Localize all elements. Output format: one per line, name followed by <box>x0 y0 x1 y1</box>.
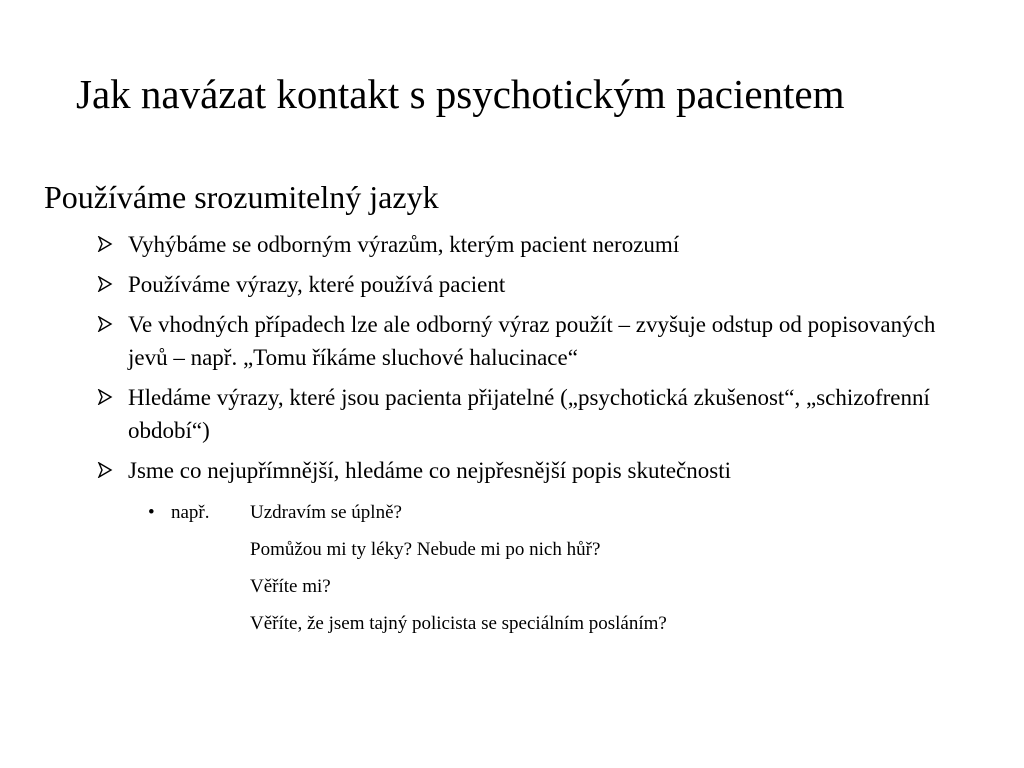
arrow-bullet-icon <box>97 276 113 292</box>
example-block <box>0 500 1024 648</box>
example-line: Věříte mi? <box>250 576 331 597</box>
example-line: Věříte, že jsem tajný policista se speciálním posláním? <box>250 613 667 634</box>
arrow-bullet-icon <box>97 316 113 332</box>
bullet-text: Jsme co nejupřímnější, hledáme co nejpřesnější popis skutečnosti <box>128 458 731 483</box>
example-row <box>0 537 1024 574</box>
bullet-list <box>0 228 1024 494</box>
bullet-item <box>0 308 978 374</box>
bullet-item <box>0 268 978 301</box>
arrow-bullet-icon <box>97 462 113 478</box>
example-row <box>0 574 1024 611</box>
example-line: Uzdravím se úplně? <box>250 502 402 523</box>
example-row <box>0 500 1024 537</box>
arrow-bullet-icon <box>97 389 113 405</box>
dot-bullet-icon: • <box>148 502 155 523</box>
arrow-bullet-icon <box>97 236 113 252</box>
bullet-item <box>0 454 978 487</box>
slide-title: Jak navázat kontakt s psychotickým pacientem <box>76 71 845 117</box>
bullet-item <box>0 381 978 447</box>
example-row <box>0 611 1024 648</box>
example-line: Pomůžou mi ty léky? Nebude mi po nich hůř? <box>250 539 601 560</box>
bullet-item <box>0 228 978 261</box>
bullet-text: Hledáme výrazy, které jsou pacienta přijatelné („psychotická zkušenost“, „schizofrenní období“) <box>128 385 930 443</box>
bullet-text: Vyhýbáme se odborným výrazům, kterým pacient nerozumí <box>128 232 680 257</box>
bullet-text: Ve vhodných případech lze ale odborný výraz použít – zvyšuje odstup od popisovaných jevů – např. „Tomu říkáme sluchové halucinace“ <box>128 312 936 370</box>
example-prefix: např. <box>171 502 210 523</box>
bullet-text: Používáme výrazy, které používá pacient <box>128 272 506 297</box>
section-heading: Používáme srozumitelný jazyk <box>44 179 439 215</box>
